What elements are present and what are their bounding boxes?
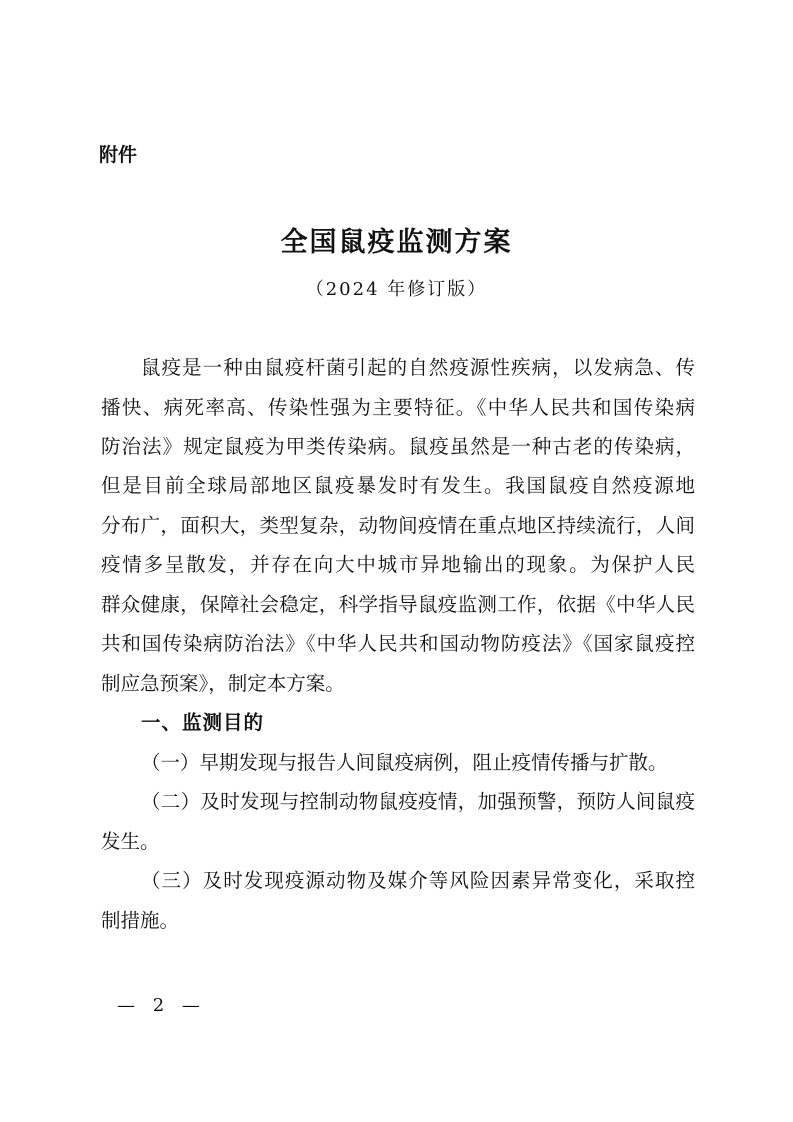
paragraph-line: 疫情多呈散发，并存在向大中城市异地输出的现象。为保护人民 — [101, 553, 695, 576]
paragraph-line: 防治法》规定鼠疫为甲类传染病。鼠疫虽然是一种古老的传染病， — [101, 435, 695, 458]
paragraph-line: 播快、病死率高、传染性强为主要特征。《中华人民共和国传染病 — [101, 396, 695, 419]
paragraph-line: 制措施。 — [101, 909, 180, 932]
document-subtitle: （2024 年修订版） — [305, 279, 488, 300]
paragraph-line: 鼠疫是一种由鼠疫杆菌引起的自然疫源性疾病，以发病急、传 — [141, 356, 695, 379]
document-title: 全国鼠疫监测方案 — [280, 227, 513, 258]
paragraph-line: 群众健康，保障社会稳定，科学指导鼠疫监测工作，依据《中华人民 — [101, 593, 695, 616]
paragraph-line: 分布广，面积大，类型复杂，动物间疫情在重点地区持续流行，人间 — [101, 514, 695, 537]
attachment-label: 附件 — [99, 144, 138, 166]
paragraph-line: （二）及时发现与控制动物鼠疫疫情，加强预警，预防人间鼠疫 — [141, 790, 695, 813]
paragraph-line: （一）早期发现与报告人间鼠疫病例，阻止疫情传播与扩散。 — [141, 751, 668, 774]
paragraph-line: （三）及时发现疫源动物及媒介等风险因素异常变化，采取控 — [141, 869, 695, 892]
page-number: — 2 — — [117, 995, 206, 1016]
paragraph-line: 制应急预案》，制定本方案。 — [101, 672, 345, 695]
paragraph-line: 发生。 — [101, 830, 160, 853]
section-heading: 一、监测目的 — [141, 711, 265, 734]
paragraph-line: 但是目前全球局部地区鼠疫暴发时有发生。我国鼠疫自然疫源地 — [101, 474, 695, 497]
paragraph-line: 共和国传染病防治法》《中华人民共和国动物防疫法》《国家鼠疫控 — [101, 632, 695, 655]
